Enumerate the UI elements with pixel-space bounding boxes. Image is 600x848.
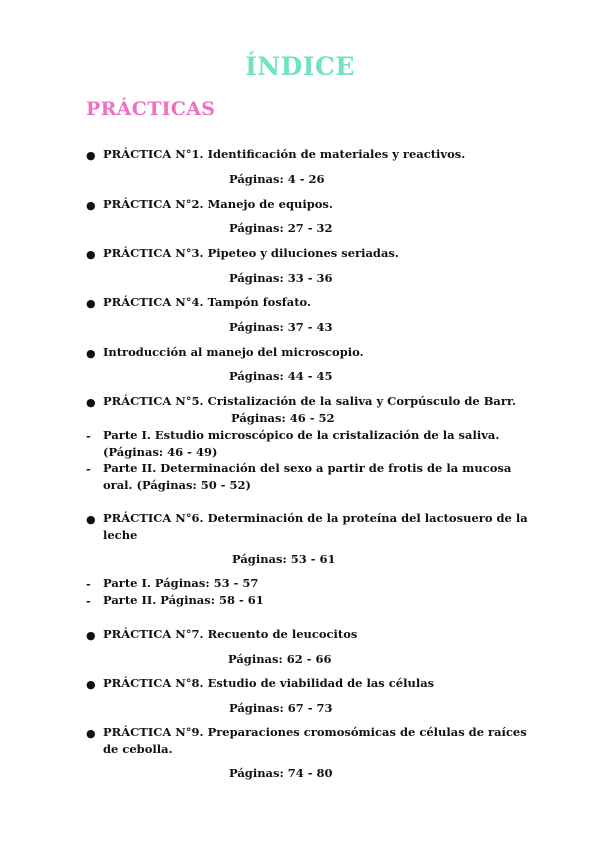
toc-item-pages: Páginas: 27 - 32 [229,221,333,235]
toc-subitem: Parte II. Determinación del sexo a partir de frotis de la mucosa oral. (Páginas: 50 - 52) [103,461,512,492]
toc-item-pages: Páginas: 67 - 73 [229,701,333,715]
dash-icon: - [86,594,91,608]
bullet-icon: ● [86,149,96,162]
bullet-icon: ● [86,199,96,212]
bullet-icon: ● [86,347,96,360]
page-title: ÍNDICE [245,52,355,81]
toc-item-text: PRÁCTICA N°6. Determinación de la proteína del lactosuero de la leche [103,511,528,542]
bullet-icon: ● [86,629,96,642]
toc-item-pages: Páginas: 74 - 80 [229,766,333,780]
toc-item-text: PRÁCTICA N°8. Estudio de viabilidad de las células [103,676,435,690]
bullet-icon: ● [86,678,96,691]
toc-item-pages: Páginas: 33 - 36 [229,271,333,285]
toc-subitem: Parte II. Páginas: 58 - 61 [103,593,264,607]
toc-item-text: PRÁCTICA N°2. Manejo de equipos. [103,197,333,211]
bullet-icon: ● [86,297,96,310]
dash-icon: - [86,462,91,476]
bullet-icon: ● [86,513,96,526]
toc-item-text: Introducción al manejo del microscopio. [103,345,364,359]
toc-item-pages: Páginas: 44 - 45 [229,369,333,383]
dash-icon: - [86,429,91,443]
bullet-icon: ● [86,248,96,261]
toc-item-text: PRÁCTICA N°3. Pipeteo y diluciones seriadas. [103,246,399,260]
toc-item-pages: Páginas: 37 - 43 [229,320,333,334]
toc-subitem: Parte I. Estudio microscópico de la cristalización de la saliva. (Páginas: 46 - 49) [103,428,500,459]
toc-item-pages: Páginas: 46 - 52 [231,411,335,425]
toc-item-pages: Páginas: 53 - 61 [232,552,336,566]
toc-item-text: PRÁCTICA N°9. Preparaciones cromosómicas de células de raíces de cebolla. [103,725,527,756]
toc-item-text: PRÁCTICA N°1. Identificación de materiales y reactivos. [103,147,466,161]
toc-item-text: PRÁCTICA N°4. Tampón fosfato. [103,295,311,309]
toc-item-text: PRÁCTICA N°5. Cristalización de la saliva y Corpúsculo de Barr. [103,394,516,408]
toc-subitem: Parte I. Páginas: 53 - 57 [103,576,259,590]
toc-item-pages: Páginas: 62 - 66 [228,652,332,666]
toc-item-pages: Páginas: 4 - 26 [229,172,325,186]
bullet-icon: ● [86,396,96,409]
toc-item-text: PRÁCTICA N°7. Recuento de leucocitos [103,627,358,641]
section-heading: PRÁCTICAS [86,98,216,120]
bullet-icon: ● [86,727,96,740]
dash-icon: - [86,577,91,591]
